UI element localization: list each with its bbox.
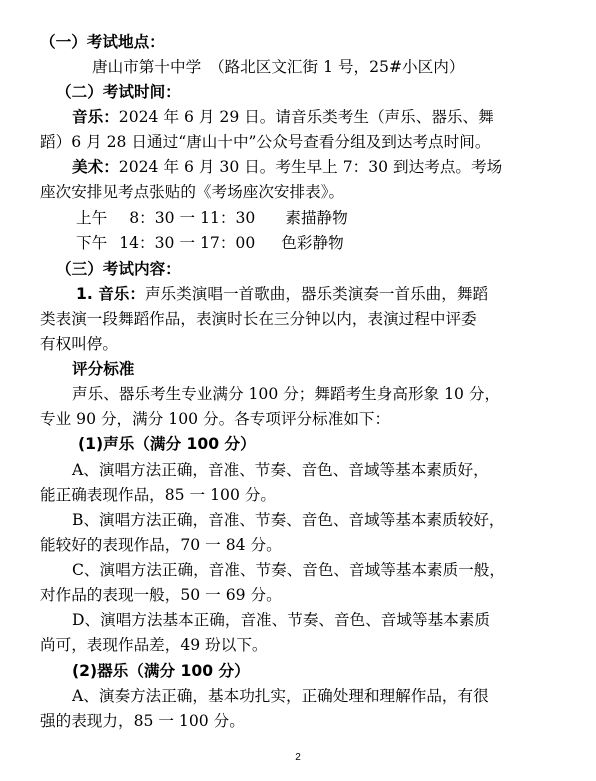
exam-location-text: 唐山市第十中学 （路北区文汇街 1 号，25#小区内） xyxy=(92,58,465,76)
instrumental-heading: (2)器乐（满分 100 分） xyxy=(72,662,250,680)
music-content-line-1 xyxy=(76,282,488,306)
instrumental-grade-a-line-2: 强的表现力，85 一 100 分。 xyxy=(40,712,245,730)
schedule-time: 14：30 一 17：00 xyxy=(119,234,256,252)
music-time-line-1 xyxy=(72,105,494,129)
schedule-row xyxy=(76,231,344,255)
schedule-period: 上午 xyxy=(76,209,108,227)
page-number: 2 xyxy=(295,752,301,763)
music-content-label: 1. 音乐： xyxy=(76,285,145,303)
vocal-grade-b-line-1: B、演唱方法正确，音准、节奏、音色、音域等基本素质较好， xyxy=(72,511,505,529)
vocal-grade-c-line-2: 对作品的表现一般，50 一 69 分。 xyxy=(40,586,282,604)
criteria-line-1: 声乐、器乐考生专业满分 100 分；舞蹈考生身高形象 10 分， xyxy=(72,385,501,403)
art-time-line-1 xyxy=(72,155,502,179)
schedule-time: 8：30 一 11：30 xyxy=(129,209,256,227)
criteria-line-2: 专业 90 分，满分 100 分。各专项评分标准如下： xyxy=(40,410,391,428)
section-heading-location: （一）考试地点： xyxy=(40,33,165,51)
vocal-grade-a-line-2: 能正确表现作品，85 一 100 分。 xyxy=(40,486,277,504)
music-time-line-2: 蹈）6 月 28 日通过“唐山十中”公众号查看分组及到达考点时间。 xyxy=(40,133,491,151)
section-heading-time: （二）考试时间： xyxy=(56,83,181,101)
music-content-text: 声乐类演唱一首歌曲，器乐类演奏一首乐曲，舞蹈 xyxy=(144,285,489,303)
music-label: 音乐： xyxy=(72,108,119,126)
scoring-criteria-heading: 评分标准 xyxy=(72,360,135,378)
schedule-subject: 色彩静物 xyxy=(281,234,344,252)
vocal-grade-c-line-1: C、演唱方法正确，音准、节奏、音色、音域等基本素质一般， xyxy=(72,561,505,579)
art-label: 美术： xyxy=(72,158,119,176)
schedule-period: 下午 xyxy=(76,234,108,252)
music-content-line-2: 类表演一段舞蹈作品，表演时长在三分钟以内，表演过程中评委 xyxy=(40,310,477,328)
section-heading-content: （三）考试内容： xyxy=(56,260,181,278)
vocal-grade-d-line-1: D、演唱方法基本正确，音准、节奏、音色、音域等基本素质 xyxy=(72,611,490,629)
vocal-grade-d-line-2: 尚可，表现作品差，49 玢以下。 xyxy=(40,636,268,654)
music-content-line-3: 有权叫停。 xyxy=(40,335,118,353)
vocal-heading: (1)声乐（满分 100 分） xyxy=(78,435,256,453)
instrumental-grade-a-line-1: A、演奏方法正确，基本功扎实，正确处理和理解作品，有很 xyxy=(72,687,489,705)
schedule-subject: 素描静物 xyxy=(285,209,348,227)
art-time-text: 2024 年 6 月 30 日。考生早上 7：30 到达考点。考场 xyxy=(118,158,503,176)
music-time-text: 2024 年 6 月 29 日。请音乐类考生（声乐、器乐、舞 xyxy=(118,108,494,126)
schedule-row xyxy=(76,206,348,230)
art-time-line-2: 座次安排见考点张贴的《考场座次安排表》。 xyxy=(40,183,345,201)
vocal-grade-a-line-1: A、演唱方法正确，音准、节奏、音色、音域等基本素质好， xyxy=(72,461,489,479)
vocal-grade-b-line-2: 能较好的表现作品，70 一 84 分。 xyxy=(40,536,282,554)
